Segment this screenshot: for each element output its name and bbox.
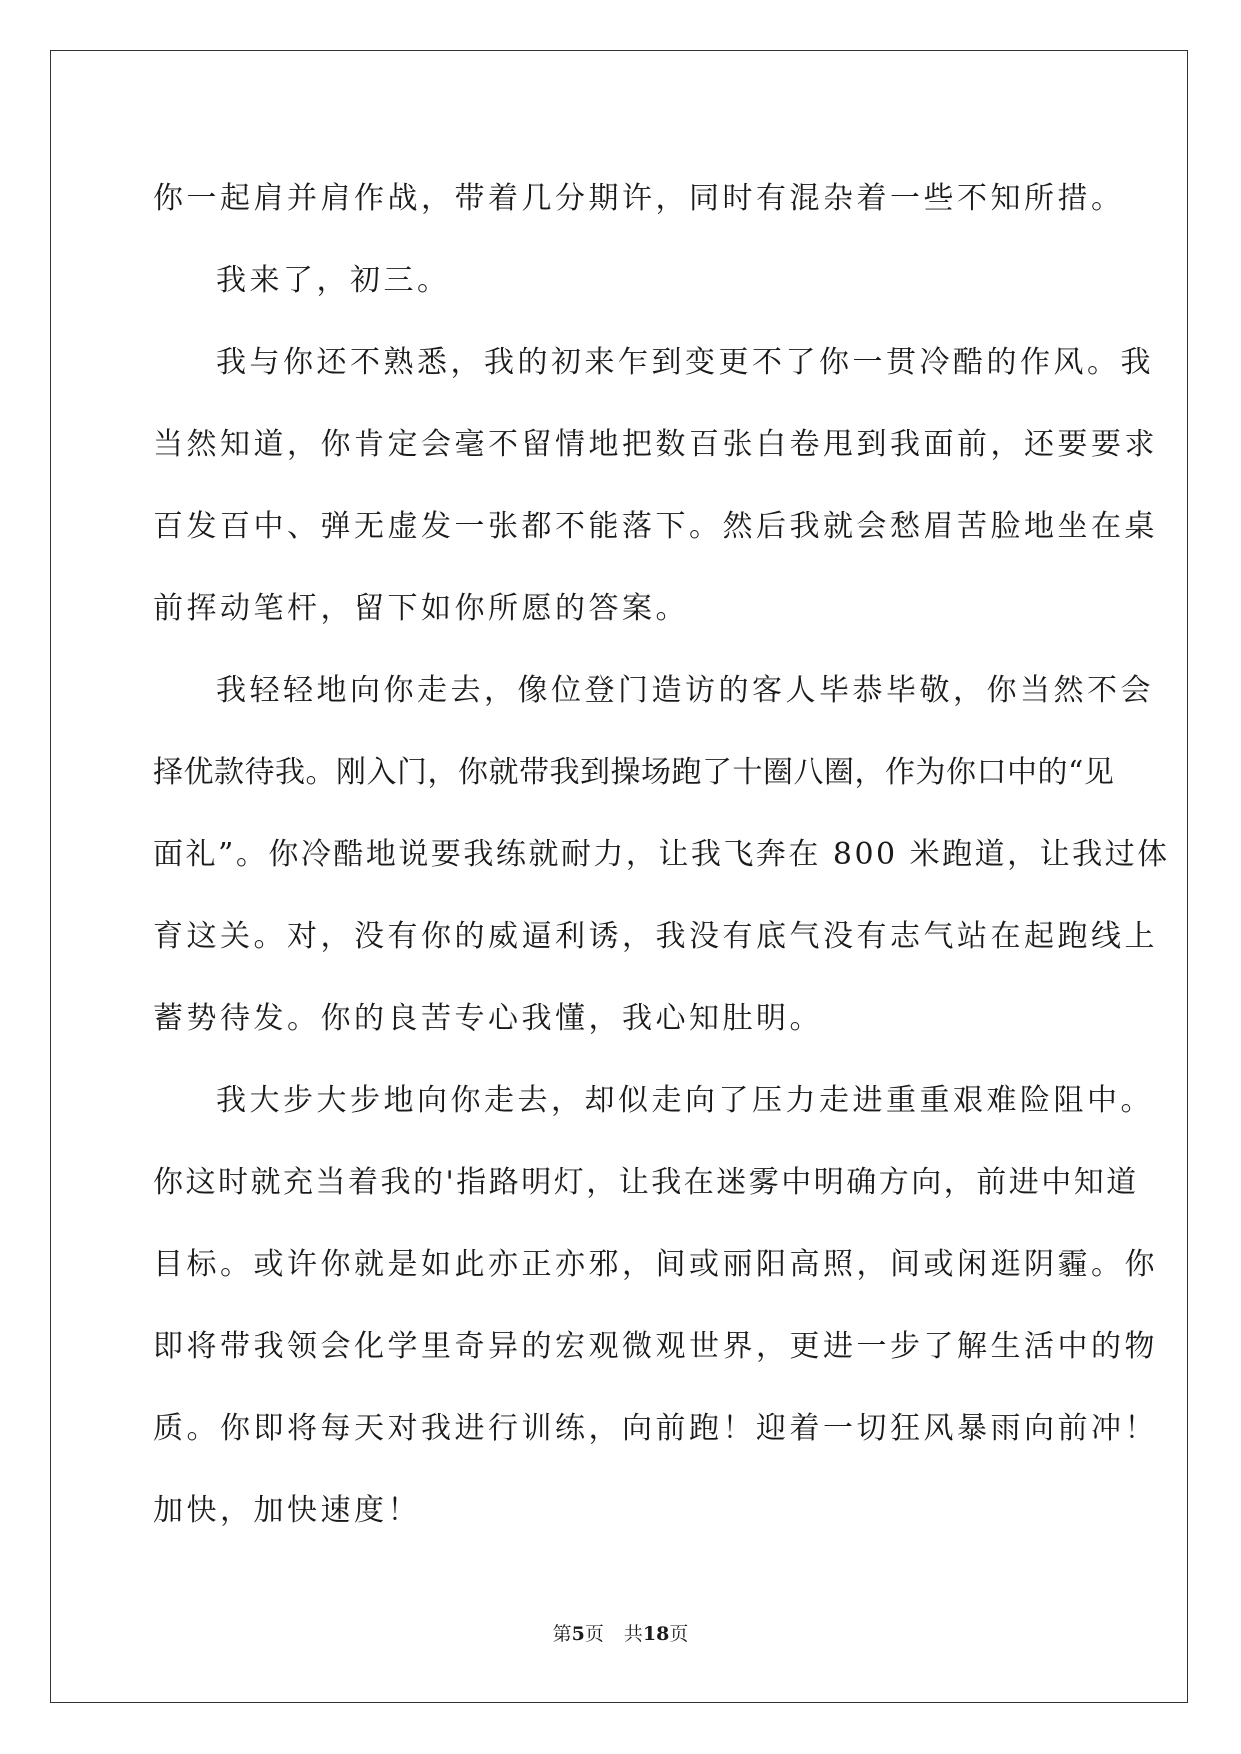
text-line: 蓄势待发。你的良苦专心我懂，我心知肚明。 [153,1001,823,1036]
text-line: 前挥动笔杆，留下如你所愿的答案。 [153,591,689,626]
text-line: 你这时就充当着我的'指路明灯，让我在迷雾中明确方向，前进中知道 [153,1165,1139,1200]
total-prefix: 共 [623,1623,643,1645]
document-body [153,158,1170,1552]
text-line: 育这关。对，没有你的威逼利诱，我没有底气没有志气站在起跑线上 [153,919,1158,954]
page-number: 5 [571,1623,585,1645]
text-line: 百发百中、弹无虚发一张都不能落下。然后我就会愁眉苦脸地坐在桌 [153,509,1158,544]
text-line: 目标。或许你就是如此亦正亦邪，间或丽阳高照，间或闲逛阴霾。你 [153,1247,1158,1282]
paragraph-line: 我与你还不熟悉，我的初来乍到变更不了你一贯冷酷的作风。我 [216,345,1154,380]
text-line: 你一起肩并肩作战，带着几分期许，同时有混杂着一些不知所措。 [153,181,1125,216]
text-line: 当然知道，你肯定会毫不留情地把数百张白卷甩到我面前，还要要求 [153,427,1158,462]
total-suffix: 页 [669,1623,689,1645]
page-footer [0,1622,1241,1646]
total-pages: 18 [642,1623,670,1645]
page-suffix: 页 [584,1623,604,1645]
text-line: 择优款待我。刚入门，你就带我到操场跑了十圈八圈，作为你口中的“见 [153,755,1115,790]
text-line: 质。你即将每天对我进行训练，向前跑！迎着一切狂风暴雨向前冲！ [153,1411,1158,1446]
text-line: 加快，加快速度！ [153,1493,421,1528]
text-line: 即将带我领会化学里奇异的宏观微观世界，更进一步了解生活中的物 [153,1329,1158,1364]
paragraph-line: 我来了，初三。 [216,263,451,298]
paragraph-line: 我大步大步地向你走去，却似走向了压力走进重重艰难险阻中。 [216,1083,1154,1118]
page-prefix: 第 [552,1623,572,1645]
paragraph-line: 我轻轻地向你走去，像位登门造访的客人毕恭毕敬，你当然不会 [216,673,1154,708]
text-line: 面礼”。你冷酷地说要我练就耐力，让我飞奔在 800 米跑道，让我过体 [153,837,1170,872]
